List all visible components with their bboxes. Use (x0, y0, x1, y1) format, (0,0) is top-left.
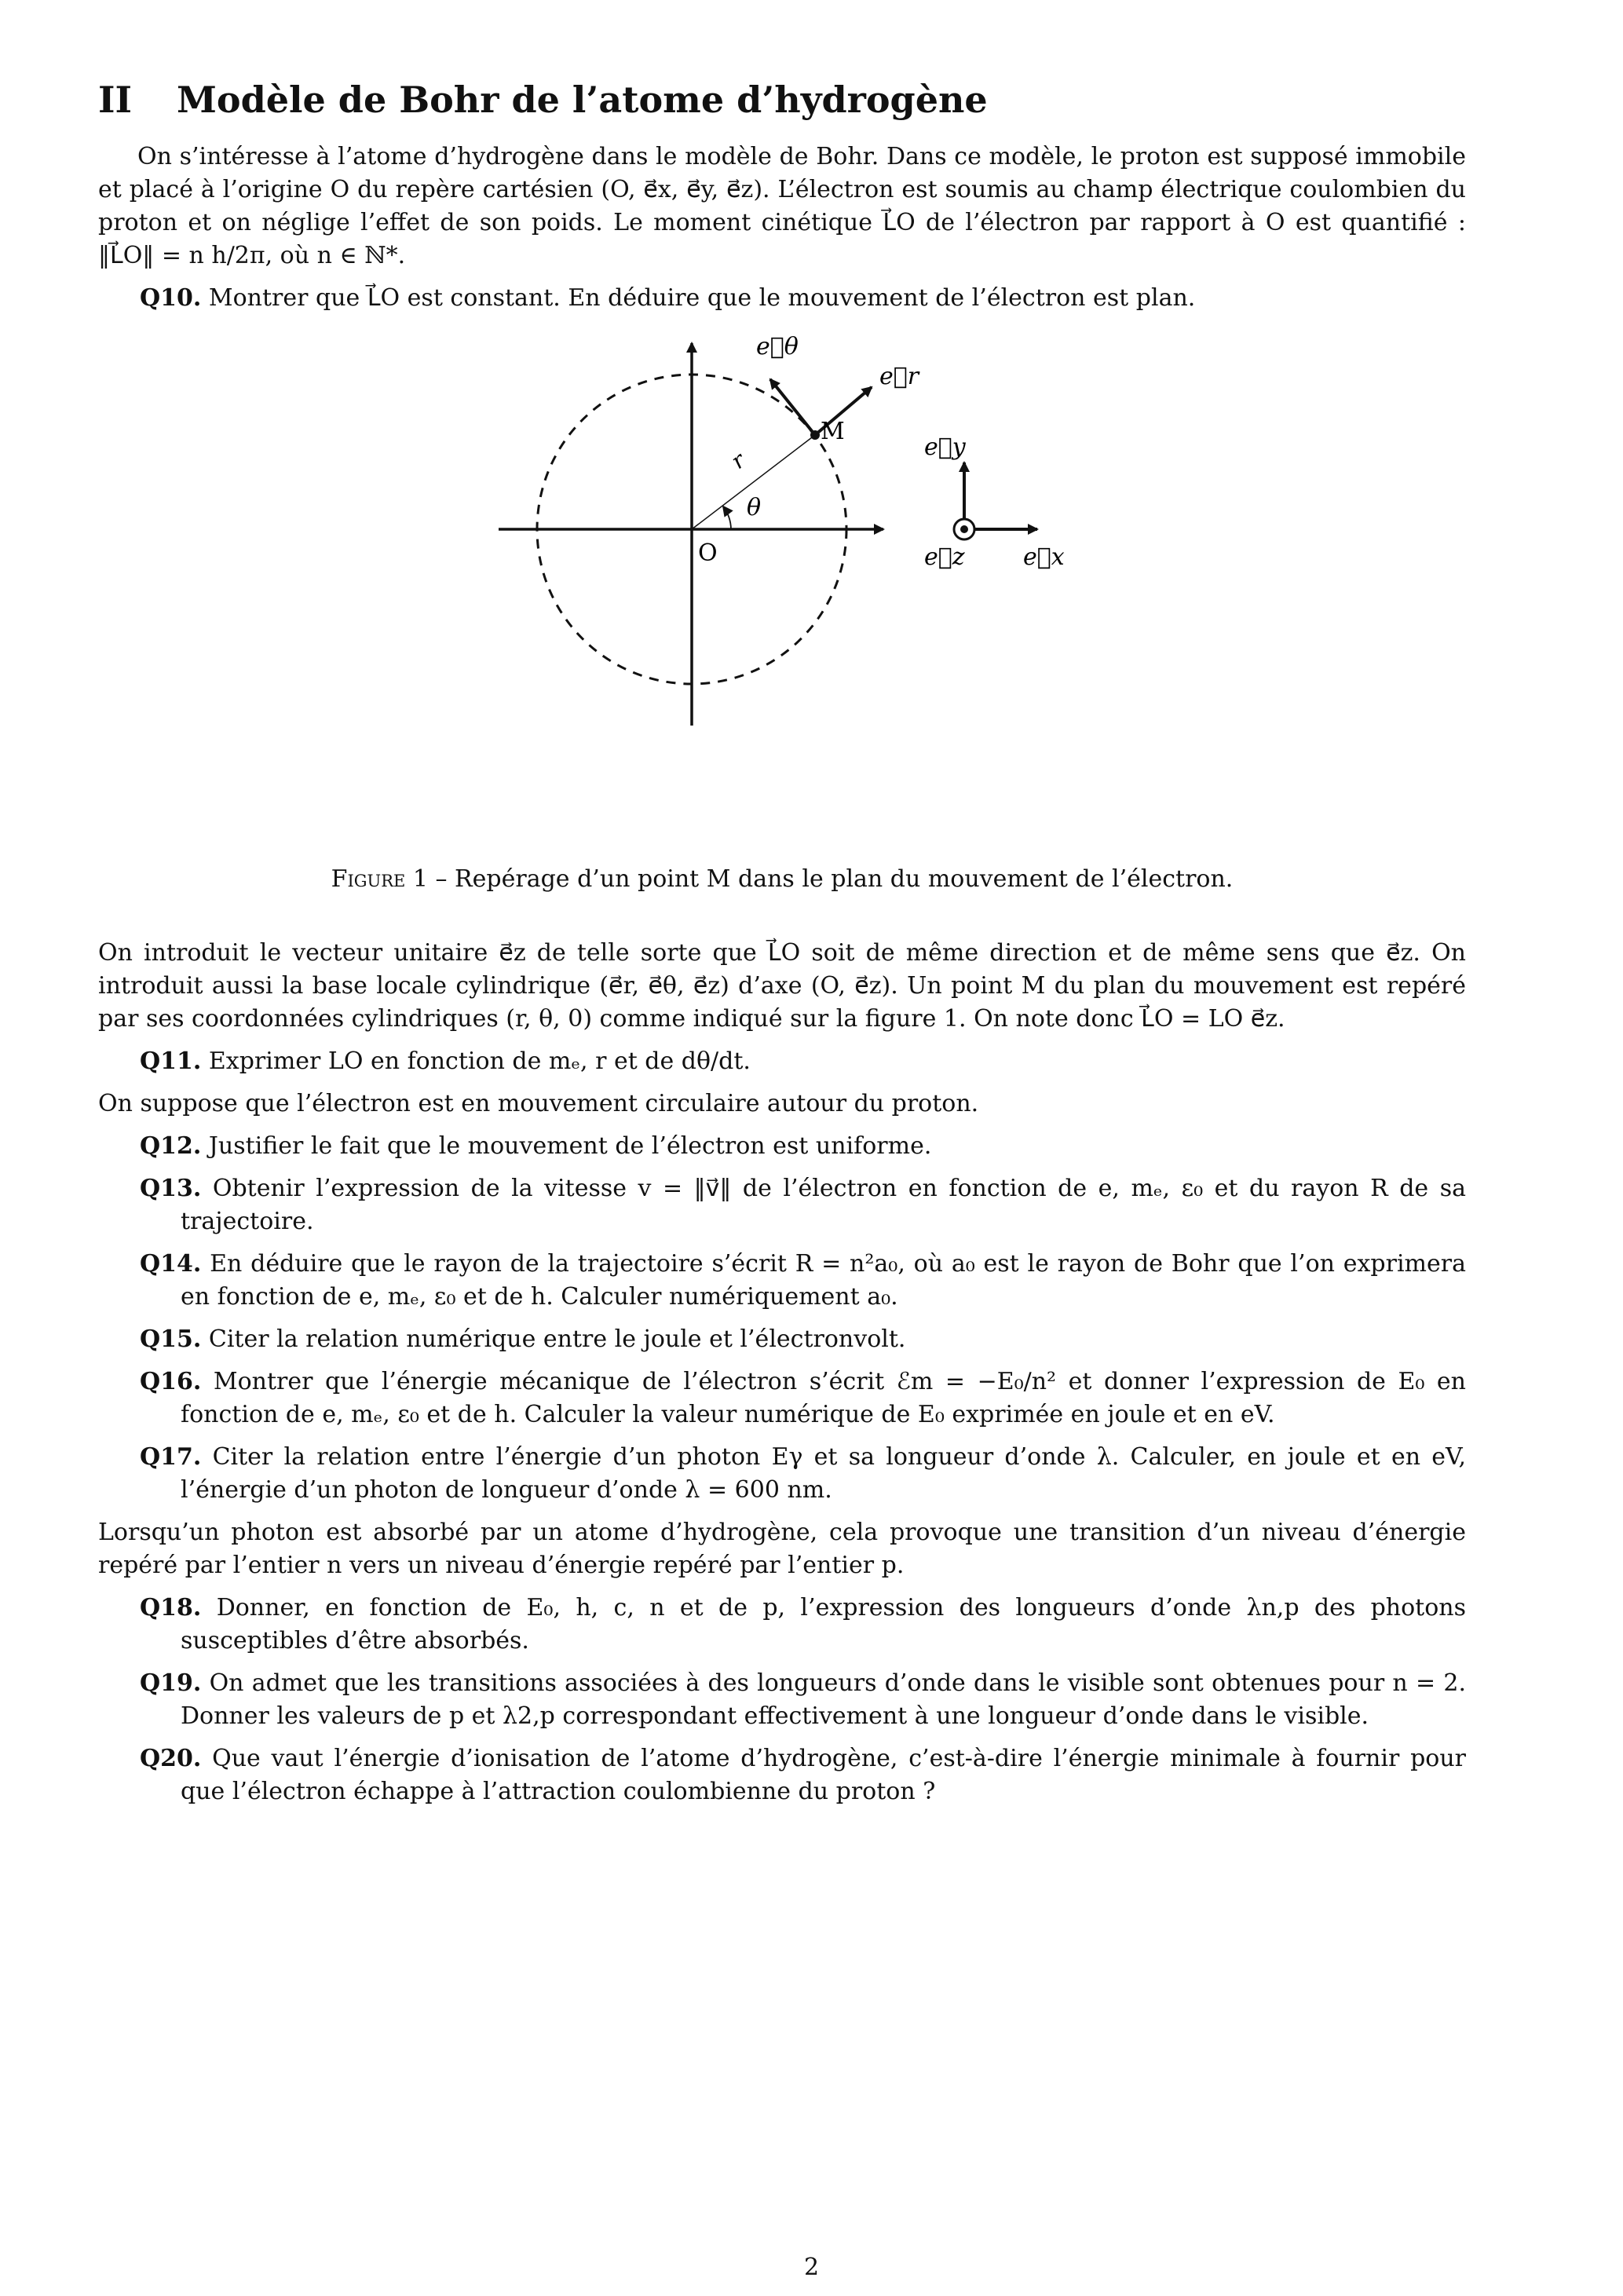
question-text: Justifier le fait que le mouvement de l’électron est uniforme. (208, 1132, 932, 1161)
question-text: Montrer que l’énergie mécanique de l’électron s’écrit ℰm = −E₀/n² et donner l’expression de E₀ en fonction de e, mₑ, ε₀ et de h. Calculer la valeur numérique de E₀ exprimée en joule et en eV. (181, 1368, 1466, 1429)
page-content (98, 79, 1466, 1818)
question-label: Q19. (140, 1669, 202, 1698)
question-label: Q15. (140, 1325, 202, 1354)
figure-1 (98, 329, 1466, 863)
question-text: Citer la relation numérique entre le joule et l’électronvolt. (208, 1325, 906, 1354)
question-q12 (98, 1130, 1466, 1163)
question-q13 (98, 1172, 1466, 1238)
question-q10 (98, 282, 1466, 315)
question-text: Obtenir l’expression de la vitesse v = ‖v⃗‖ de l’électron en fonction de e, mₑ, ε₀ et du rayon R de sa trajectoire. (181, 1175, 1466, 1236)
e-theta-vector (770, 379, 815, 435)
e-z-dot (960, 525, 968, 533)
question-text: Que vaut l’énergie d’ionisation de l’atome d’hydrogène, c’est-à-dire l’énergie minimale à fournir pour que l’électron échappe à l’attraction coulombienne du proton ? (181, 1745, 1466, 1806)
question-label: Q10. (140, 284, 202, 313)
question-label: Q14. (140, 1250, 202, 1278)
question-text: On admet que les transitions associées à des longueurs d’onde dans le visible sont obtenues pour n = 2. Donner les valeurs de p et λ2,p correspondant effectivement à une longueur d’onde dans le visible. (181, 1669, 1466, 1731)
question-q16 (98, 1366, 1466, 1431)
paragraph-absorption: Lorsqu’un photon est absorbé par un atome d’hydrogène, cela provoque une transition d’un niveau d’énergie repéré par l’entier n vers un niveau d’énergie repéré par l’entier p. (98, 1519, 1466, 1580)
question-q19 (98, 1667, 1466, 1733)
figure-caption-text: – Repérage d’un point M dans le plan du mouvement de l’électron. (427, 865, 1234, 894)
question-q20 (98, 1742, 1466, 1808)
label-e-y: e⃗y (924, 433, 966, 462)
paragraph-circular: On suppose que l’électron est en mouvement circulaire autour du proton. (98, 1090, 979, 1118)
question-text: Montrer que L⃗O est constant. En déduire que le mouvement de l’électron est plan. (208, 284, 1196, 313)
theta-arc (723, 506, 731, 529)
label-theta: θ (747, 494, 762, 522)
page-number: 2 (803, 2254, 820, 2281)
label-e-r: e⃗r (879, 363, 919, 391)
question-text: En déduire que le rayon de la trajectoire s’écrit R = n²a₀, où a₀ est le rayon de Bohr que l’on exprimera en fonction de e, mₑ, ε₀ et de h. Calculer numériquement a₀. (181, 1250, 1466, 1311)
label-e-theta: e⃗θ (756, 333, 799, 361)
figure-1-diagram (98, 329, 1466, 832)
figure-caption (98, 863, 1466, 896)
paragraph-basis: On introduit le vecteur unitaire e⃗z de telle sorte que L⃗O soit de même direction et de même sens que e⃗z. On introduit aussi la base locale cylindrique (e⃗r, e⃗θ, e⃗z) d’axe (O, e⃗z). Un point M du plan du mouvement est repéré par ses coordonnées cylindriques (r, θ, 0) comme indiqué sur la figure 1. On note donc L⃗O = LO e⃗z. (98, 939, 1466, 1033)
section-title-text: Modèle de Bohr de l’atome d’hydrogène (177, 79, 988, 121)
question-label: Q18. (140, 1594, 202, 1622)
question-text: Citer la relation entre l’énergie d’un photon Eγ et sa longueur d’onde λ. Calculer, en joule et en eV, l’énergie d’un photon de longueur d’onde λ = 600 nm. (181, 1443, 1466, 1504)
question-text: Exprimer LO en fonction de mₑ, r et de dθ/dt. (208, 1047, 751, 1076)
label-e-x: e⃗x (1023, 543, 1065, 572)
question-q11 (98, 1045, 1466, 1078)
label-r: r (726, 447, 751, 474)
question-text: Donner, en fonction de E₀, h, c, n et de p, l’expression des longueurs d’onde λn,p des photons susceptibles d’être absorbés. (181, 1594, 1466, 1655)
question-q14 (98, 1248, 1466, 1314)
section-number: II (98, 79, 133, 121)
label-e-z: e⃗z (924, 543, 965, 572)
intro-paragraph: On s’intéresse à l’atome d’hydrogène dans le modèle de Bohr. Dans ce modèle, le proton est supposé immobile et placé à l’origine O du repère cartésien (O, e⃗x, e⃗y, e⃗z). L’électron est soumis au champ électrique coulombien du proton et on néglige l’effet de son poids. Le moment cinétique L⃗O de l’électron par rapport à O est quantifié : ‖L⃗O‖ = n h/2π, où n ∈ ℕ*. (98, 143, 1466, 270)
question-label: Q12. (140, 1132, 202, 1161)
question-label: Q20. (140, 1745, 202, 1773)
label-m: M (821, 418, 845, 446)
label-o: O (698, 539, 718, 568)
question-label: Q13. (140, 1175, 202, 1203)
question-q17 (98, 1441, 1466, 1507)
question-q18 (98, 1592, 1466, 1658)
question-q15 (98, 1323, 1466, 1356)
question-label: Q16. (140, 1368, 202, 1396)
question-label: Q11. (140, 1047, 202, 1076)
section-title (98, 79, 1466, 122)
figure-caption-label: Figure 1 (331, 865, 428, 894)
question-label: Q17. (140, 1443, 202, 1472)
